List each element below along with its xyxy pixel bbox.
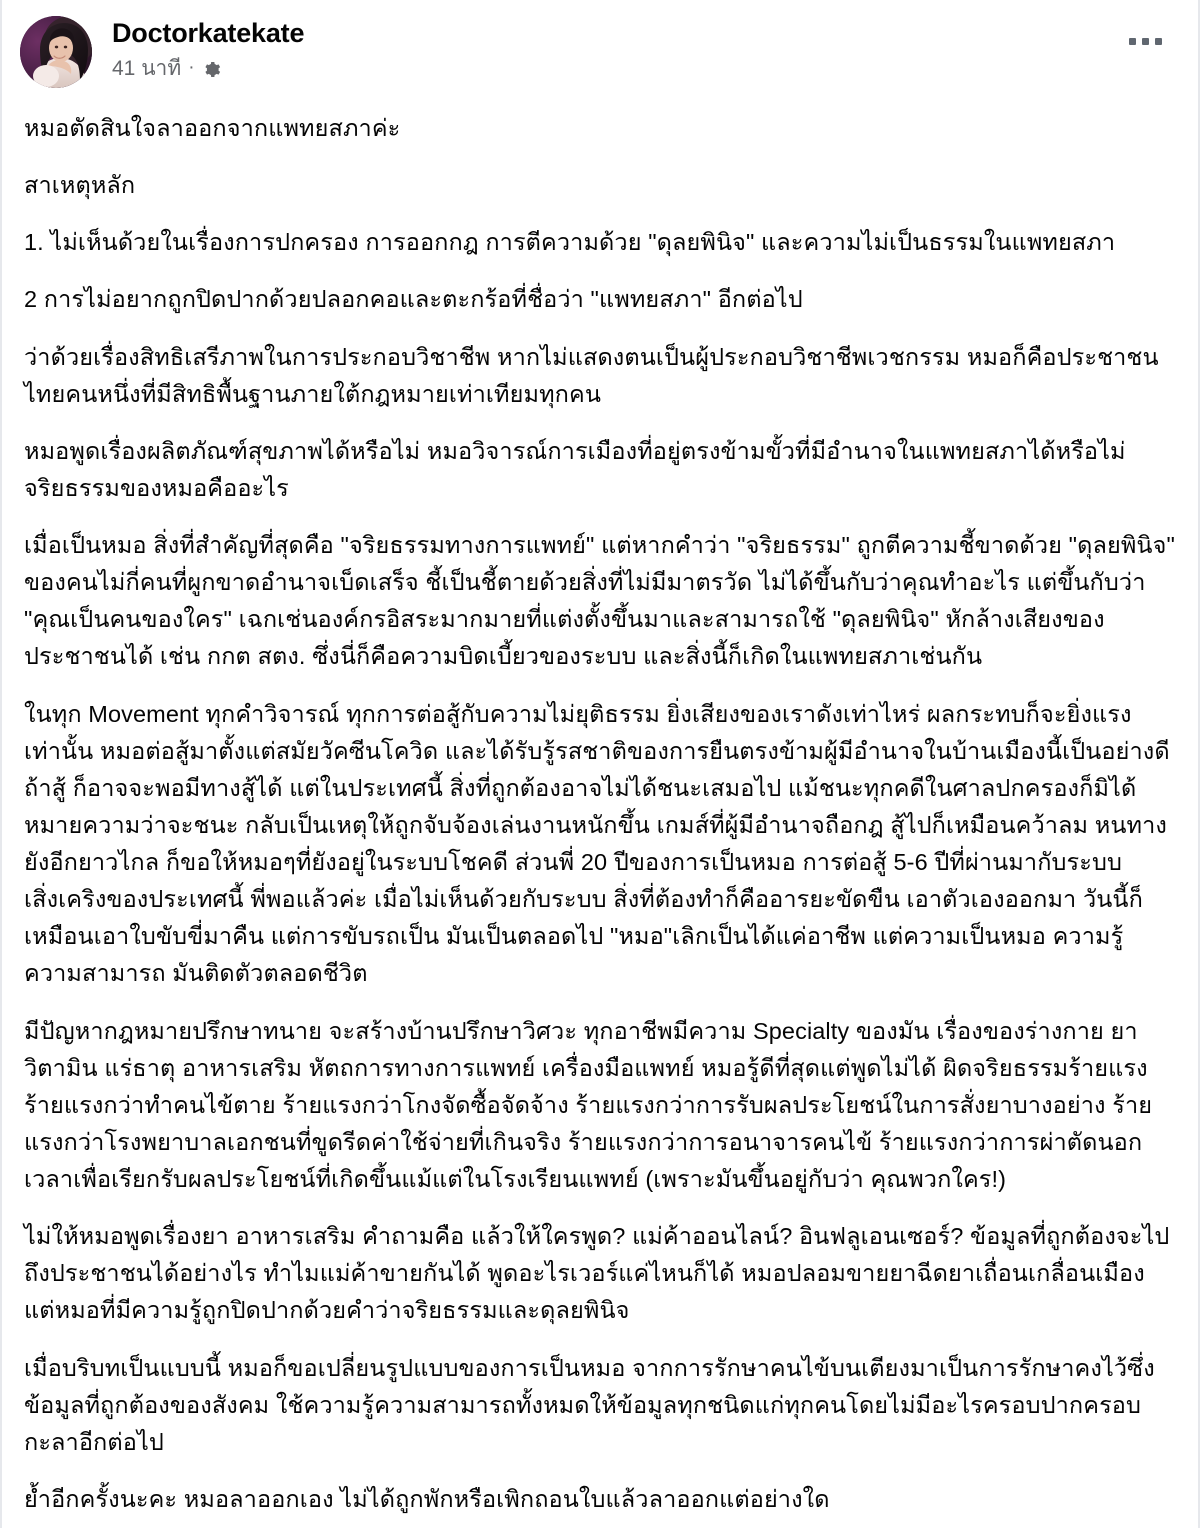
post-paragraph: 1. ไม่เห็นด้วยในเรื่องการปกครอง การออกกฎ การตีความด้วย "ดุลยพินิจ" และความไม่เป็นธรรมในแพทยสภา xyxy=(24,229,1116,256)
post-header xyxy=(2,0,1198,88)
meta-separator: · xyxy=(188,57,195,79)
gear-icon[interactable] xyxy=(202,60,221,79)
post-timestamp[interactable]: 41 นาที xyxy=(112,57,182,81)
post-options-button[interactable] xyxy=(1122,26,1168,56)
post-paragraph: 2 การไม่อยากถูกปิดปากด้วยปลอกคอและตะกร้อที่ชื่อว่า "แพทยสภา" อีกต่อไป xyxy=(24,286,803,313)
post-body xyxy=(2,88,1198,1528)
post-paragraph: ไม่ให้หมอพูดเรื่องยา อาหารเสริม คำถามคือ แล้วให้ใครพูด? แม่ค้าออนไลน์? อินฟลูเอนเซอร์? ข้อมูลที่ถูกต้องจะไปถึงประชาชนได้อย่างไร ทำไมแม่ค้าขายกันได้ พูดอะไรเวอร์แค่ไหนก็ได้ หมอปลอมขายยาฉีดยาเถื่อนเกลื่อนเมือง แต่หมอที่มีความรู้ถูกปิดปากด้วยคำว่าจริยธรรมและดุลยพินิจ xyxy=(24,1223,1170,1324)
ellipsis-dot-icon xyxy=(1155,38,1162,45)
post-paragraph: หมอพูดเรื่องผลิตภัณฑ์สุขภาพได้หรือไม่ หมอวิจารณ์การเมืองที่อยู่ตรงข้ามขั้วที่มีอำนาจในแพทยสภาได้หรือไม่ จริยธรรมของหมอคืออะไร xyxy=(24,437,1133,501)
post-identity xyxy=(112,14,1180,81)
post-paragraph: ว่าด้วยเรื่องสิทธิเสรีภาพในการประกอบวิชาชีพ หากไม่แสดงตนเป็นผู้ประกอบวิชาชีพเวชกรรม หมอก็คือประชาชนไทยคนหนึ่งที่มีสิทธิพื้นฐานภายใต้กฎหมายเท่าเทียมทุกคน xyxy=(24,343,1159,407)
author-name[interactable]: Doctorkatekate xyxy=(112,18,305,48)
post-paragraph: หมอตัดสินใจลาออกจากแพทยสภาค่ะ xyxy=(24,115,401,141)
ellipsis-dot-icon xyxy=(1142,38,1149,45)
post-paragraph: สาเหตุหลัก xyxy=(24,172,136,199)
post-paragraph: เมื่อบริบทเป็นแบบนี้ หมอก็ขอเปลี่ยนรูปแบบของการเป็นหมอ จากการรักษาคนไข้บนเตียงมาเป็นการรักษาคงไว้ซึ่งข้อมูลที่ถูกต้องของสังคม ใช้ความรู้ความสามารถทั้งหมดให้ข้อมูลทุกชนิดแก่ทุกคนโดยไม่มีอะไรครอบปากครอบกะลาอีกต่อไป xyxy=(24,1354,1155,1455)
post-meta xyxy=(112,56,1180,81)
post-paragraph: ในทุก Movement ทุกคำวิจารณ์ ทุกการต่อสู้กับความไม่ยุติธรรม ยิ่งเสียงของเราดังเท่าไหร่ ผลกระทบก็จะยิ่งแรงเท่านั้น หมอต่อสู้มาตั้งแต่สมัยวัคซีนโควิด และได้รับรู้รสชาติของการยืนตรงข้ามผู้มีอำนาจในบ้านเมืองนี้เป็นอย่างดี ถ้าสู้ ก็อาจจะพอมีทางสู้ได้ แต่ในประเทศนี้ สิ่งที่ถูกต้องอาจไม่ได้ชนะเสมอไป แม้ชนะทุกคดีในศาลปกครองก็มิได้หมายความว่าจะชนะ กลับเป็นเหตุให้ถูกจับจ้องเล่นงานหนักขึ้น เกมส์ที่ผู้มีอำนาจถือกฎ สู้ไปก็เหมือนคว้าลม หนทางยังอีกยาวไกล ก็ขอให้หมอๆที่ยังอยู่ในระบบโชคดี ส่วนพี่ 20 ปีของการเป็นหมอ การต่อสู้ 5-6 ปีที่ผ่านมากับระบบเสิ่งเคริงของประเทศนี้ พี่พอแล้วค่ะ เมื่อไม่เห็นด้วยกับระบบ สิ่งที่ต้องทำก็คืออารยะขัดขืน เอาตัวเองออกมา วันนี้ก็เหมือนเอาใบขับขี่มาคืน แต่การขับรถเป็น มันเป็นตลอดไป "หมอ"เลิกเป็นได้แค่อาชีพ แต่ความเป็นหมอ ความรู้ความสามารถ มันติดตัวตลอดชีวิต xyxy=(24,700,1177,987)
ellipsis-dot-icon xyxy=(1129,38,1136,45)
post-paragraph: มีปัญหากฎหมายปรึกษาทนาย จะสร้างบ้านปรึกษาวิศวะ ทุกอาชีพมีความ Specialty ของมัน เรื่องของร่างกาย ยา วิตามิน แร่ธาตุ อาหารเสริม หัตถการทางการแพทย์ เครื่องมือแพทย์ หมอรู้ดีที่สุดแต่พูดไม่ได้ ผิดจริยธรรมร้ายแรง ร้ายแรงกว่าทำคนไข้ตาย ร้ายแรงกว่าโกงจัดซื้อจัดจ้าง ร้ายแรงกว่าการรับผลประโยชน์ในการสั่งยาบางอย่าง ร้ายแรงกว่าโรงพยาบาลเอกชนที่ขูดรีดค่าใช้จ่ายที่เกินจริง ร้ายแรงกว่าการอนาจารคนไข้ ร้ายแรงกว่าการผ่าตัดนอกเวลาเพื่อเรียกรับผลประโยชน์ที่เกิดขึ้นแม้แต่ในโรงเรียนแพทย์ (เพราะมันขึ้นอยู่กับว่า คุณพวกใคร!) xyxy=(24,1017,1155,1192)
post-paragraph: เมื่อเป็นหมอ สิ่งที่สำคัญที่สุดคือ "จริยธรรมทางการแพทย์" แต่หากคำว่า "จริยธรรม" ถูกตีความชี้ขาดด้วย "ดุลยพินิจ" ของคนไม่กี่คนที่ผูกขาดอำนาจเบ็ดเสร็จ ชี้เป็นชี้ตายด้วยสิ่งที่ไม่มีมาตรวัด ไม่ได้ขึ้นกับว่าคุณทำอะไร แต่ขึ้นกับว่า "คุณเป็นคนของใคร" เฉกเช่นองค์กรอิสระมากมายที่แต่งตั้งขึ้นมาและสามารถใช้ "ดุลยพินิจ" หักล้างเสียงของประชาชนได้ เช่น กกต สตง. ซึ่งนี่ก็คือความบิดเบี้ยวของระบบ และสิ่งนี้ก็เกิดในแพทยสภาเช่นกัน xyxy=(24,532,1182,670)
avatar[interactable] xyxy=(20,16,92,88)
post-paragraph: ย้ำอีกครั้งนะคะ หมอลาออกเอง ไม่ได้ถูกพักหรือเพิกถอนใบแล้วลาออกแต่อย่างใด xyxy=(24,1485,830,1512)
